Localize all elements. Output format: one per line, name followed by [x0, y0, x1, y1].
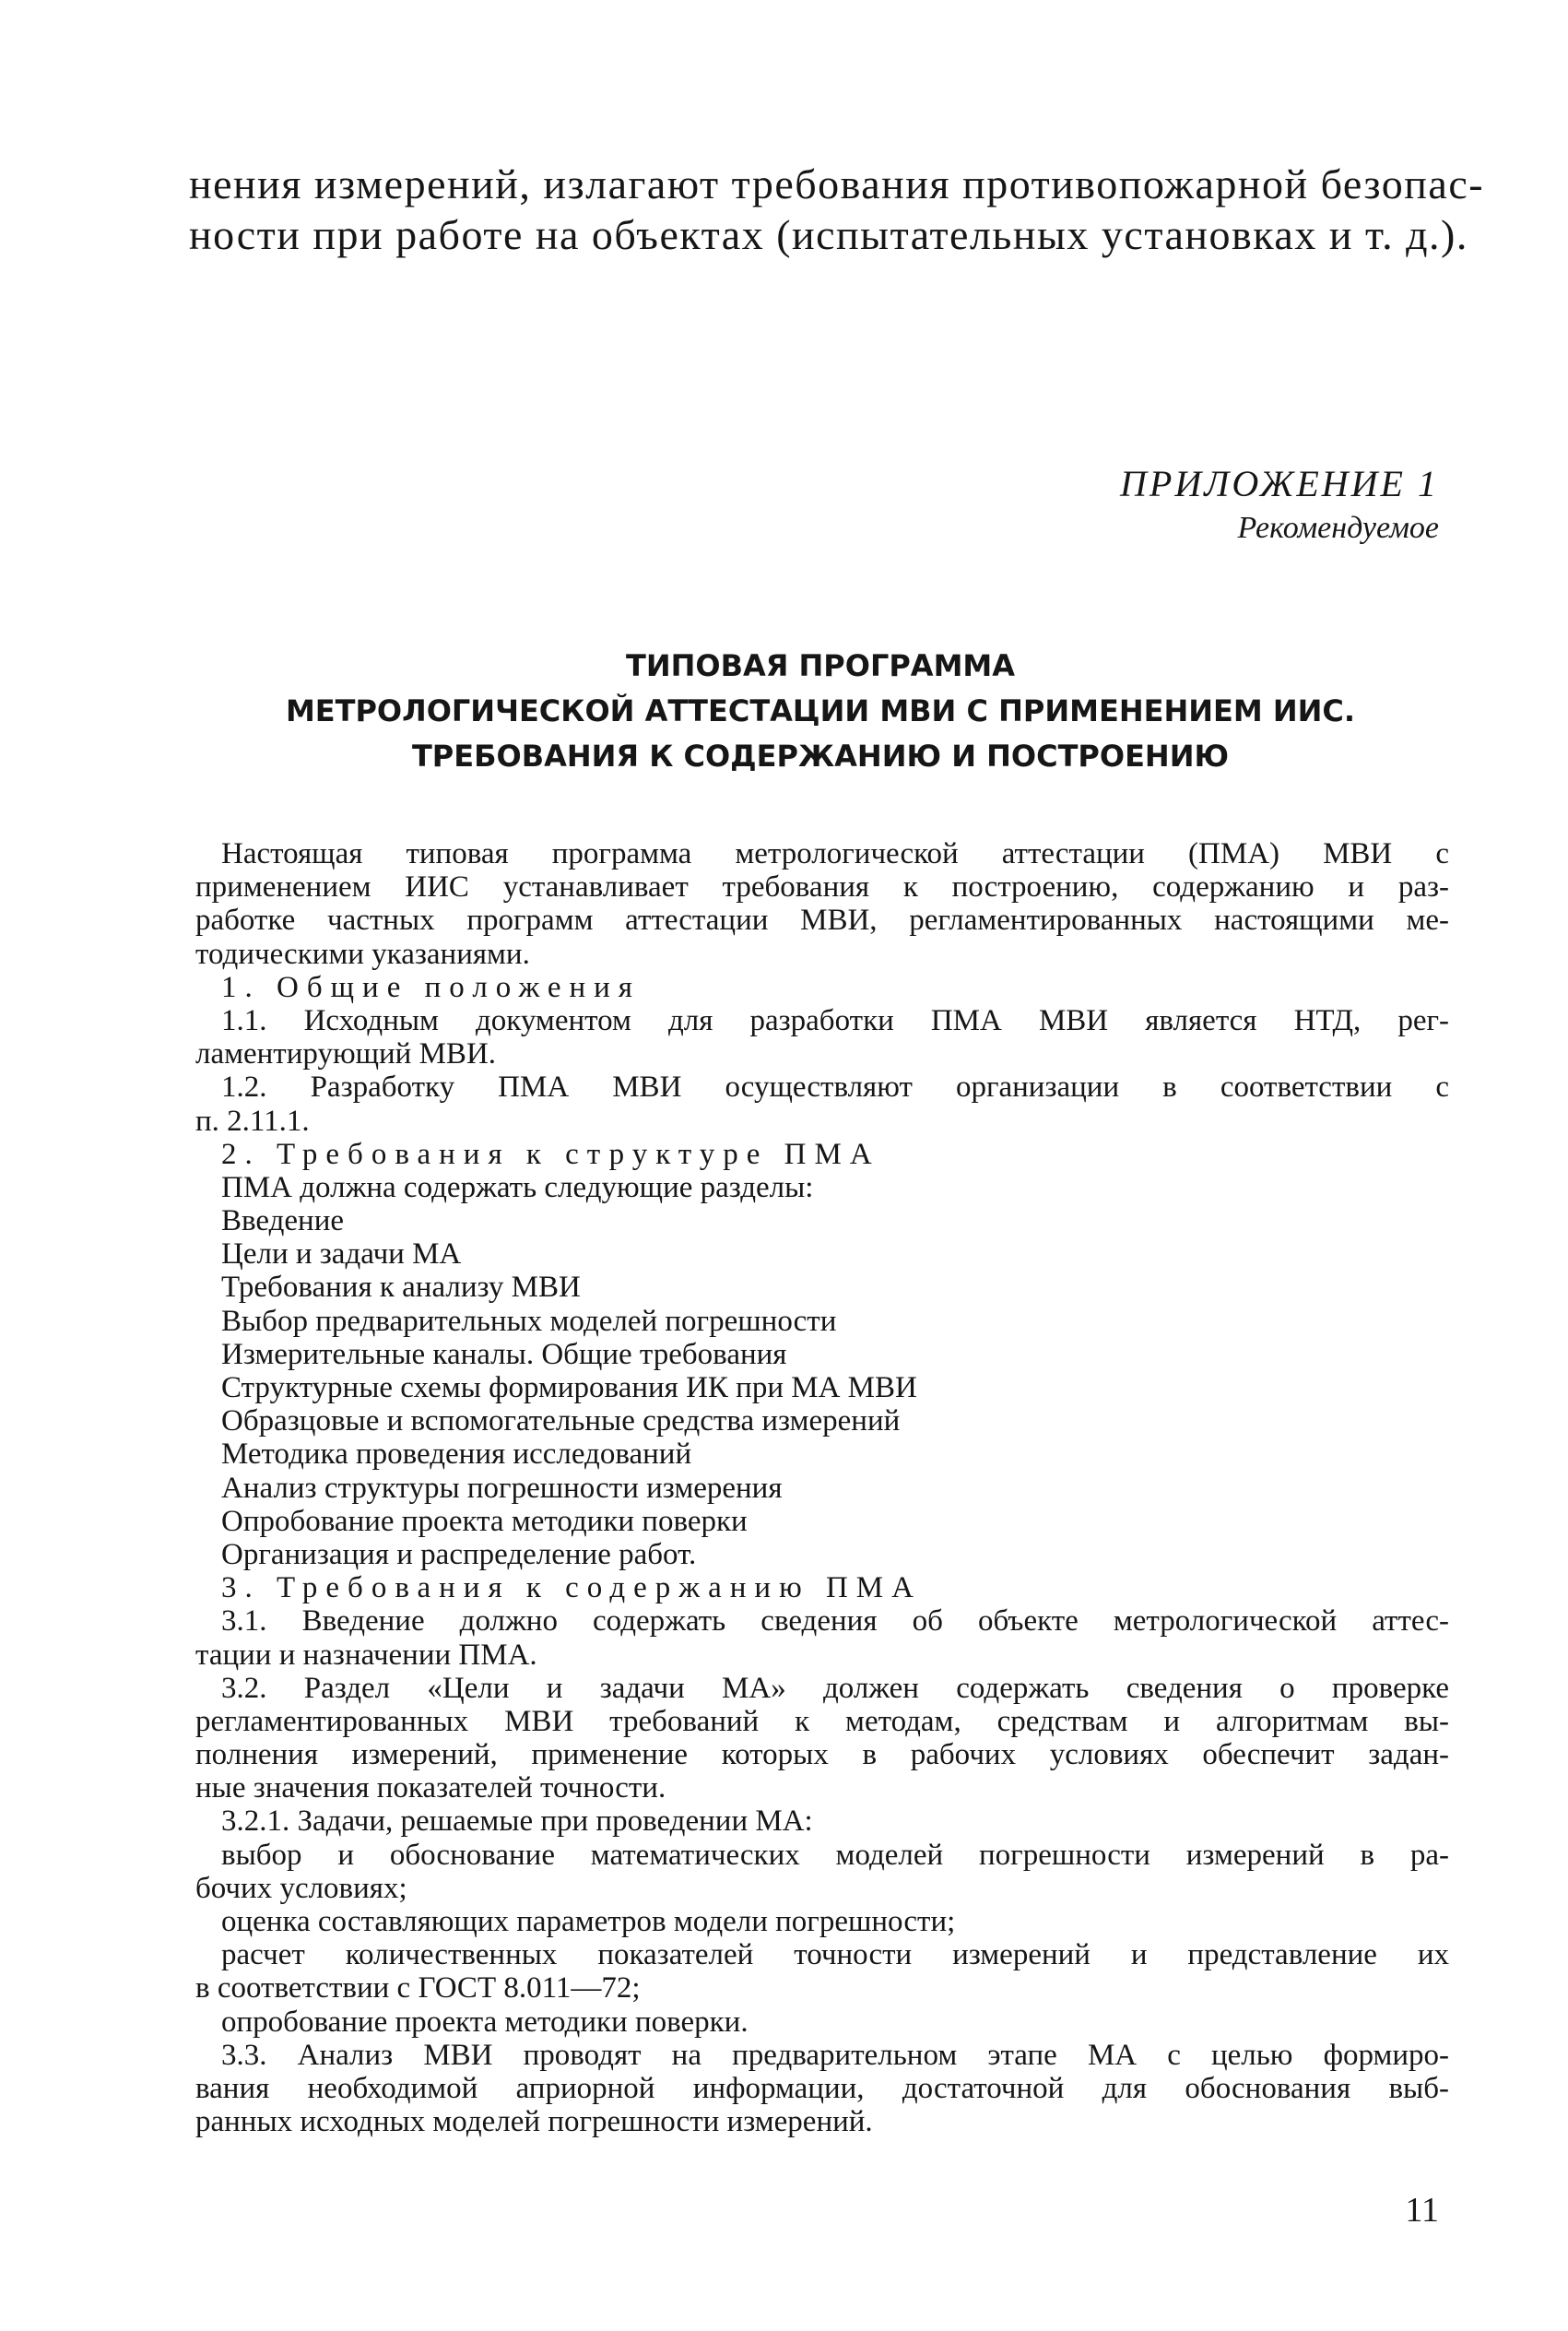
- paragraph-line: тодическими указаниями.: [195, 937, 530, 971]
- list-item: Структурные схемы формирования ИК при МА МВИ: [221, 1371, 917, 1404]
- paragraph-line: ные значения показателей точности.: [195, 1771, 666, 1805]
- list-item: Требования к анализу МВИ: [221, 1271, 581, 1305]
- title-line: ТИПОВАЯ ПРОГРАММА: [625, 648, 1016, 683]
- paragraph-line: расчет количественных показателей точности измерений и представление их: [221, 1938, 1449, 1972]
- appendix-status: Рекомендуемое: [1237, 511, 1439, 545]
- list-item: Введение: [221, 1204, 345, 1238]
- paragraph-line: тации и назначении ПМА.: [195, 1638, 537, 1672]
- paragraph-line: бочих условиях;: [195, 1871, 407, 1905]
- paragraph-line: регламентированных МВИ требований к методам, средствам и алгоритмам вы-: [195, 1704, 1449, 1738]
- paragraph-line: в соответствии с ГОСТ 8.011—72;: [195, 1971, 641, 2006]
- paragraph-line: 3.3. Анализ МВИ проводят на предварительном этапе МА с целью формиро-: [221, 2038, 1449, 2072]
- list-item: Образцовые и вспомогательные средства измерений: [221, 1404, 901, 1438]
- paragraph-line: выбор и обоснование математических моделей погрешности измерений в ра-: [221, 1838, 1449, 1872]
- paragraph-line: ламентирующий МВИ.: [195, 1037, 497, 1071]
- section-heading: 1. Общие положения: [221, 970, 641, 1004]
- paragraph-line: оценка составляющих параметров модели погрешности;: [221, 1905, 956, 1938]
- appendix-heading: [1120, 461, 1439, 550]
- title-line: ТРЕБОВАНИЯ К СОДЕРЖАНИЮ И ПОСТРОЕНИЮ: [411, 739, 1230, 774]
- title-line: МЕТРОЛОГИЧЕСКОЙ АТТЕСТАЦИИ МВИ С ПРИМЕНЕНИЕМ ИИС.: [285, 693, 1356, 728]
- paragraph-line: ранных исходных моделей погрешности измерений.: [195, 2105, 873, 2139]
- list-item: Методика проведения исследований: [221, 1438, 692, 1472]
- body-text: [195, 837, 1449, 2138]
- list-item: Организация и распределение работ.: [221, 1537, 697, 1571]
- intro-line: нения измерений, излагают требования противопожарной безопас-: [189, 160, 1485, 207]
- paragraph-line: применением ИИС устанавливает требования к построению, содержанию и раз-: [195, 870, 1449, 905]
- page-number: 11: [1405, 2191, 1439, 2230]
- section-heading: 2. Требования к структуре ПМА: [221, 1137, 880, 1171]
- paragraph-line: 1.1. Исходным документом для разработки ПМА МВИ является НТД, рег-: [221, 1003, 1449, 1037]
- list-item: Измерительные каналы. Общие требования: [221, 1337, 787, 1371]
- paragraph-line: ПМА должна содержать следующие разделы:: [221, 1170, 814, 1204]
- list-item: Анализ структуры погрешности измерения: [221, 1471, 783, 1505]
- section-heading: 3. Требования к содержанию ПМА: [221, 1571, 922, 1605]
- list-item: Выбор предварительных моделей погрешности: [221, 1304, 837, 1338]
- appendix-label: ПРИЛОЖЕНИЕ 1: [1120, 463, 1439, 504]
- paragraph-line: 3.2.1. Задачи, решаемые при проведении МА:: [221, 1804, 813, 1839]
- intro-paragraph: [189, 159, 1485, 260]
- paragraph-line: работке частных программ аттестации МВИ, регламентированных настоящими ме-: [195, 904, 1449, 938]
- list-item: Цели и задачи МА: [221, 1237, 462, 1272]
- paragraph-line: 1.2. Разработку ПМА МВИ осуществляют организации в соответствии с: [221, 1071, 1449, 1105]
- list-item: Опробование проекта методики поверки: [221, 1504, 748, 1538]
- document-title: [189, 644, 1452, 779]
- paragraph-line: вания необходимой априорной информации, достаточной для обоснования выб-: [195, 2071, 1449, 2105]
- paragraph-line: Настоящая типовая программа метрологической аттестации (ПМА) МВИ с: [221, 837, 1449, 870]
- paragraph-line: п. 2.11.1.: [195, 1104, 310, 1138]
- paragraph-line: опробование проекта методики поверки.: [221, 2005, 749, 2039]
- intro-line: ности при работе на объектах (испытательных установках и т. д.).: [189, 211, 1468, 258]
- paragraph-line: 3.1. Введение должно содержать сведения об объекте метрологической аттес-: [221, 1604, 1449, 1639]
- paragraph-line: 3.2. Раздел «Цели и задачи МА» должен содержать сведения о проверке: [221, 1671, 1449, 1705]
- paragraph-line: полнения измерений, применение которых в рабочих условиях обеспечит задан-: [195, 1738, 1449, 1772]
